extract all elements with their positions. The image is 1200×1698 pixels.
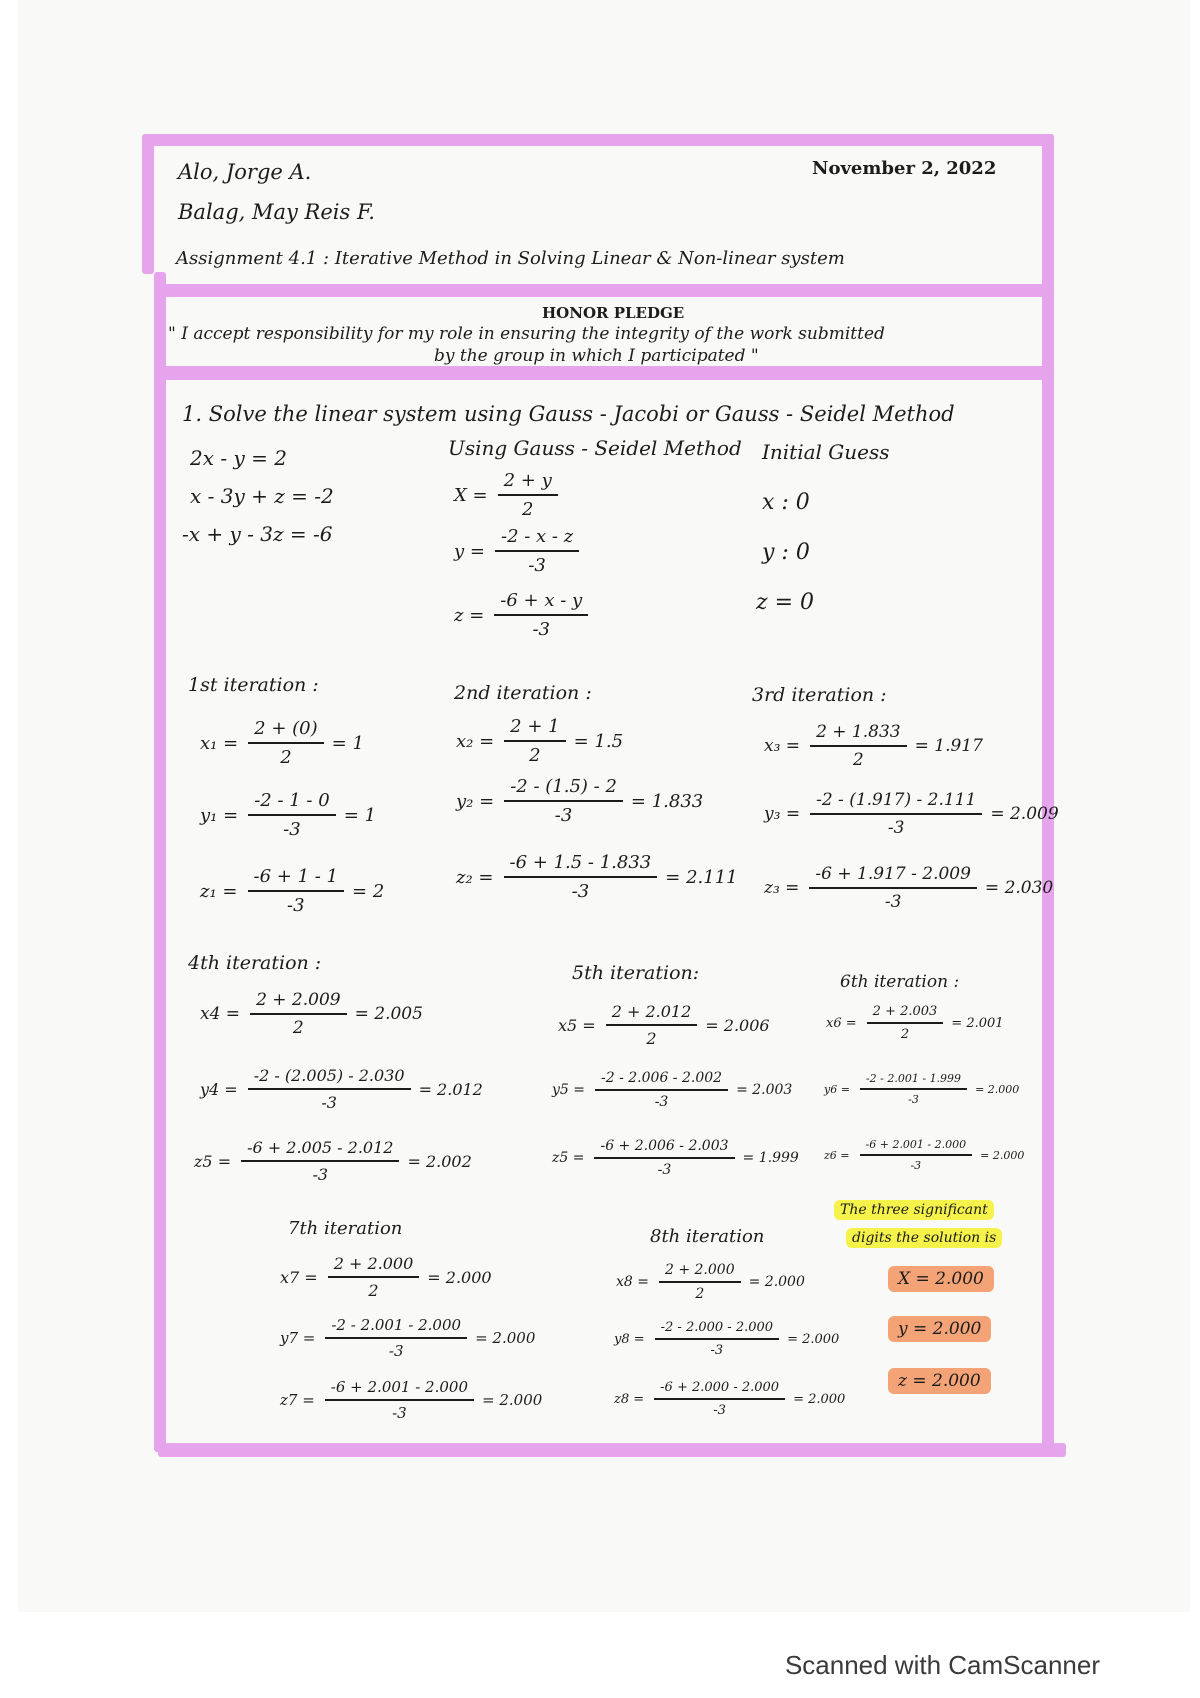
fraction-lhs: z8 =	[614, 1391, 645, 1407]
fraction-lhs: z₃ =	[764, 878, 800, 898]
iteration-7-x	[280, 1254, 492, 1300]
fraction-denominator: -3	[654, 1094, 669, 1110]
fraction-lhs: X =	[454, 484, 488, 506]
fraction-numerator: -2 - 2.001 - 1.999	[865, 1072, 962, 1085]
iteration-4-x	[200, 990, 423, 1038]
iteration-2-x	[456, 716, 623, 766]
fraction-lhs: x5 =	[558, 1015, 596, 1035]
iteration-8-z	[614, 1380, 845, 1418]
iteration-5-label: 5th iteration:	[572, 962, 700, 984]
fraction-result: = 2.000	[787, 1331, 840, 1347]
fraction-result: = 1	[331, 732, 364, 754]
fraction-numerator: 2 + 2.003	[872, 1004, 938, 1019]
rearranged-y	[454, 526, 579, 576]
fraction-lhs: z5 =	[194, 1151, 232, 1171]
student-name-2: Balag, May Reis F.	[178, 200, 375, 224]
fraction-numerator: 2 + 1.833	[816, 722, 901, 742]
iteration-5-x	[558, 1002, 770, 1048]
fraction-result: = 2.000	[482, 1391, 543, 1409]
iteration-1-label: 1st iteration :	[188, 674, 319, 696]
iteration-2-y	[456, 776, 703, 826]
pledge-line-1: " I accept responsibility for my role in ensuring the integrity of the work submitted	[168, 324, 885, 344]
fraction-numerator: -6 + 2.001 - 2.000	[330, 1378, 469, 1396]
fraction-result: = 2.005	[354, 1004, 423, 1024]
fraction-denominator: -3	[710, 1343, 724, 1358]
fraction-numerator: -6 + 2.006 - 2.003	[600, 1138, 729, 1154]
pledge-title: HONOR PLEDGE	[542, 304, 685, 322]
fraction-lhs: z₁ =	[200, 880, 238, 902]
iteration-6-y	[824, 1072, 1019, 1106]
assignment-title: Assignment 4.1 : Iterative Method in Solving Linear & Non-linear system	[176, 248, 845, 269]
fraction-numerator: 2 + y	[503, 470, 552, 491]
fraction-lhs: y6 =	[824, 1082, 850, 1096]
fraction-result: = 1.5	[573, 730, 624, 752]
iteration-6-z	[824, 1138, 1024, 1172]
fraction-numerator: -6 + 2.001 - 2.000	[865, 1138, 967, 1151]
highlight-frame-bottom	[158, 1443, 1066, 1457]
fraction-numerator: -6 + 1.5 - 1.833	[509, 852, 652, 873]
initial-guess-y: y : 0	[762, 540, 810, 565]
date: November 2, 2022	[812, 158, 997, 179]
highlight-frame-top	[142, 134, 1054, 146]
fraction-denominator: -3	[283, 819, 301, 840]
fraction-denominator: -3	[528, 555, 546, 576]
equation-3: -x + y - 3z = -6	[182, 522, 333, 546]
fraction-denominator: 2	[521, 499, 534, 520]
fraction-numerator: 2 + 2.012	[611, 1002, 692, 1021]
fraction-denominator: -3	[884, 892, 902, 912]
fraction-lhs: y4 =	[200, 1079, 238, 1099]
fraction-denominator: -3	[908, 1093, 919, 1106]
fraction-result: = 2	[352, 880, 385, 902]
answer-y: y = 2.000	[888, 1316, 991, 1342]
iteration-7-label: 7th iteration	[288, 1218, 403, 1239]
iteration-6-label: 6th iteration :	[840, 972, 960, 992]
fraction-result: = 2.030	[984, 878, 1054, 898]
fraction-lhs: z7 =	[280, 1391, 315, 1409]
fraction-numerator: -2 - x - z	[500, 526, 574, 547]
fraction-lhs: y5 =	[552, 1082, 585, 1098]
iteration-4-z	[194, 1138, 472, 1184]
fraction-lhs: z5 =	[552, 1150, 585, 1166]
highlight-divider-1	[154, 284, 1054, 297]
initial-guess-z: z = 0	[756, 590, 815, 615]
fraction-denominator: 2	[852, 750, 864, 770]
fraction-result: = 2.001	[951, 1015, 1004, 1031]
fraction-numerator: 2 + 2.009	[256, 990, 341, 1010]
fraction-lhs: x₃ =	[764, 736, 801, 756]
highlight-frame-left	[142, 134, 154, 274]
fraction-denominator: -3	[887, 818, 905, 838]
iteration-3-x	[764, 722, 983, 770]
fraction-lhs: z =	[454, 604, 485, 626]
rearranged-z	[454, 590, 588, 640]
fraction-result: = 2.012	[418, 1079, 483, 1099]
fraction-numerator: -2 - 2.006 - 2.002	[601, 1070, 723, 1086]
fraction-lhs: y7 =	[280, 1329, 316, 1347]
fraction-numerator: 2 + (0)	[254, 718, 318, 739]
iteration-5-z	[552, 1138, 799, 1178]
camscanner-watermark: Scanned with CamScanner	[784, 1650, 1100, 1680]
initial-guess-x: x : 0	[762, 490, 810, 515]
iteration-1-y	[200, 790, 376, 840]
fraction-numerator: -6 + 2.000 - 2.000	[660, 1380, 780, 1395]
fraction-result: = 1.833	[630, 790, 704, 812]
fraction-result: = 1	[343, 804, 376, 826]
fraction-result: = 2.006	[705, 1015, 770, 1035]
iteration-7-z	[280, 1378, 542, 1422]
fraction-denominator: -3	[388, 1342, 404, 1360]
problem-statement: 1. Solve the linear system using Gauss - Jacobi or Gauss - Seidel Method	[182, 402, 955, 426]
iteration-3-y	[764, 790, 1059, 838]
fraction-lhs: x₂ =	[456, 730, 495, 752]
iteration-3-z	[764, 864, 1053, 912]
fraction-denominator: -3	[532, 619, 551, 640]
fraction-lhs: x4 =	[200, 1004, 241, 1024]
fraction-result: = 2.009	[990, 804, 1059, 824]
fraction-lhs: x7 =	[280, 1267, 318, 1287]
fraction-denominator: -3	[286, 895, 305, 916]
iteration-8-x	[616, 1262, 805, 1302]
fraction-denominator: 2	[900, 1027, 910, 1042]
fraction-numerator: -2 - (2.005) - 2.030	[253, 1066, 405, 1085]
iteration-1-x	[200, 718, 364, 768]
fraction-numerator: 2 + 1	[510, 716, 560, 737]
fraction-result: = 2.000	[748, 1274, 805, 1290]
fraction-lhs: z₂ =	[456, 866, 494, 888]
fraction-denominator: 2	[280, 747, 292, 768]
fraction-numerator: -2 - 2.000 - 2.000	[660, 1320, 774, 1335]
fraction-denominator: -3	[312, 1165, 329, 1184]
fraction-denominator: -3	[571, 881, 590, 902]
fraction-denominator: 2	[368, 1281, 379, 1300]
fraction-lhs: x6 =	[826, 1015, 857, 1031]
fraction-denominator: -3	[321, 1093, 337, 1112]
fraction-result: = 1.999	[742, 1150, 799, 1166]
fraction-denominator: -3	[910, 1159, 922, 1172]
iteration-4-label: 4th iteration :	[188, 952, 322, 974]
fraction-denominator: -3	[657, 1162, 672, 1178]
fraction-denominator: 2	[292, 1018, 304, 1038]
fraction-numerator: -6 + 2.005 - 2.012	[247, 1138, 394, 1157]
iteration-4-y	[200, 1066, 483, 1112]
highlight-divider-2	[154, 366, 1054, 380]
fraction-lhs: y =	[454, 540, 485, 562]
answer-z: z = 2.000	[888, 1368, 991, 1394]
fraction-result: = 2.000	[427, 1267, 492, 1287]
fraction-result: = 2.002	[407, 1151, 472, 1171]
fraction-lhs: y₃ =	[764, 804, 801, 824]
fraction-numerator: 2 + 2.000	[664, 1262, 735, 1278]
iteration-8-y	[614, 1320, 839, 1358]
equation-1: 2x - y = 2	[190, 446, 287, 470]
fraction-result: = 2.000	[475, 1329, 536, 1347]
equation-2: x - 3y + z = -2	[190, 484, 334, 508]
iteration-1-z	[200, 866, 384, 916]
fraction-lhs: y₂ =	[456, 790, 495, 812]
iteration-5-y	[552, 1070, 792, 1110]
iteration-8-label: 8th iteration	[650, 1226, 765, 1247]
fraction-numerator: -2 - 1 - 0	[254, 790, 330, 811]
fraction-lhs: x8 =	[616, 1274, 649, 1290]
student-name-1: Alo, Jorge A.	[178, 160, 312, 184]
fraction-denominator: 2	[646, 1029, 657, 1048]
fraction-lhs: x₁ =	[200, 732, 239, 754]
fraction-numerator: 2 + 2.000	[333, 1254, 414, 1273]
iteration-2-z	[456, 852, 738, 902]
fraction-numerator: -6 + 1 - 1	[253, 866, 339, 887]
conclusion-note-line-2: digits the solution is	[846, 1228, 1002, 1248]
rearranged-x	[454, 470, 558, 520]
method-title: Using Gauss - Seidel Method	[448, 436, 742, 460]
fraction-numerator: -6 + 1.917 - 2.009	[815, 864, 971, 884]
iteration-2-label: 2nd iteration :	[454, 682, 592, 704]
fraction-result: = 1.917	[914, 736, 983, 756]
conclusion-note-line-1: The three significant	[834, 1200, 994, 1220]
fraction-denominator: 2	[529, 745, 541, 766]
fraction-result: = 2.000	[975, 1082, 1020, 1096]
pledge-line-2: by the group in which I participated "	[434, 346, 759, 366]
fraction-numerator: -2 - (1.917) - 2.111	[816, 790, 977, 810]
fraction-result: = 2.000	[793, 1391, 846, 1407]
fraction-lhs: y₁ =	[200, 804, 239, 826]
fraction-denominator: -3	[392, 1404, 407, 1422]
fraction-lhs: y8 =	[614, 1331, 645, 1347]
fraction-numerator: -2 - (1.5) - 2	[510, 776, 617, 797]
fraction-denominator: -3	[713, 1403, 726, 1418]
fraction-lhs: z6 =	[824, 1148, 850, 1162]
fraction-numerator: -2 - 2.001 - 2.000	[331, 1316, 462, 1334]
fraction-result: = 2.111	[665, 866, 738, 888]
iteration-3-label: 3rd iteration :	[752, 684, 887, 706]
initial-guess-title: Initial Guess	[762, 440, 890, 464]
fraction-result: = 2.003	[736, 1082, 793, 1098]
fraction-denominator: -3	[554, 805, 573, 826]
highlight-frame-left-lower	[154, 272, 166, 1452]
iteration-6-x	[826, 1004, 1004, 1042]
fraction-denominator: 2	[695, 1286, 705, 1302]
fraction-result: = 2.000	[980, 1148, 1025, 1162]
answer-x: X = 2.000	[888, 1266, 994, 1292]
iteration-7-y	[280, 1316, 535, 1360]
fraction-numerator: -6 + x - y	[500, 590, 583, 611]
